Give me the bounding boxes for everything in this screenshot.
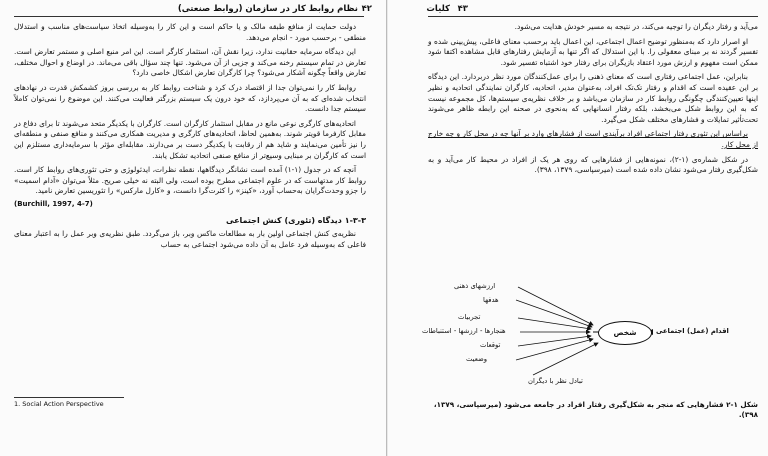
left-paragraph: این دیدگاه سرمایه حقانیت ندارد، زیرا نقش آن، استثمار کارگر است. این امر منبع اصلی و مستمر تعارض است. تعارض در تمام سیستم رخنه می‌کند و جزیی از آن می‌شود. تنها چند سؤال باقی می‌ماند. در اوضاع و احوال مختلف، تعارض واقعاً چگونه آشکار می‌شود؟ چرا کارگران تعارض اشکال خاصی دارد؟ bbox=[14, 47, 366, 78]
center-node-person: شخص bbox=[598, 321, 652, 345]
right-page bbox=[388, 0, 768, 456]
input-label-situation: وضعیت bbox=[466, 355, 488, 363]
section-heading: ۱-۳-۳ دیدگاه (تئوری) کنش اجتماعی bbox=[225, 215, 366, 225]
left-paragraph: روابط کار را نمی‌توان جدا از اقتصاد درک کرد و شناخت روابط کار به بررسی بروز کشمکش قدرت در نهادهای انتخاب شده‌ای که به آن می‌پردازد، که خود درون یک سیستم بزرگتر فعالیت می‌کنند. این موضوع را نمی‌توان کاملاً سیستم جدا دانست. bbox=[14, 82, 366, 114]
output-label: اقدام (عمل) اجتماعی bbox=[656, 327, 729, 335]
left-body-text bbox=[14, 22, 366, 254]
right-paragraph: می‌آید و رفتار دیگران را توجیه می‌کند، در نتیجه به مسیر خودش هدایت می‌شود. bbox=[514, 22, 758, 31]
citation: (Burchill, 1997, 4-7) bbox=[14, 199, 93, 208]
input-label-values: ارزشهای ذهنی bbox=[454, 282, 496, 290]
footnote: 1. Social Action Perspective bbox=[14, 400, 104, 408]
right-paragraph-underlined: براساس این تئوری رفتار اجتماعی افراد برآیندی است از فشارهای وارد بر آنها چه در محل کار و چه خارج از محل کار. bbox=[428, 129, 758, 149]
left-section-paragraph: نظریه‌ی کنش اجتماعی اولین بار به مطالعات ماکس وبر، باز می‌گردد. طبق نظریه‌ی وبر عمل را به اعتبار معنای فاعلی که به‌وسیله فرد عامل به آن داده می‌شود اجتماعی به حساب bbox=[14, 229, 366, 249]
arrow-expectations bbox=[518, 336, 591, 346]
arrow-situation bbox=[516, 339, 593, 360]
arrow-exchange bbox=[533, 343, 598, 375]
input-label-expectations: توقعات bbox=[480, 341, 501, 349]
right-paragraph: بنابراین، عمل اجتماعی رفتاری است که معنای ذهنی را برای عمل‌کنندگان مورد نظر دربردارد. این دیدگاه بر این عقیده است که اقدام و رفتار تک‌تک افراد، به‌عنوان مدیر، اتحادیه، کارگران نمایندگی اتحادیه و نظیر اینها تعیین‌کنندگی چگونگی روابط کار در سازمان می‌باشد و بر خلاف نظریه‌ی سیستم‌ها، کل مجموعه نیست که به این روابط شکل می‌بخشد، بلکه رفتار انسانهایی که به‌نحوی در صحنه این رابطه ظاهر می‌شوند تحت‌تأثیر تمایلات و فشارهای مختلف شکل می‌گیرد. bbox=[428, 72, 758, 124]
input-label-norms: هنجارها - ارزشها - استنباطات bbox=[422, 327, 506, 335]
arrow-experience bbox=[518, 318, 591, 329]
left-page-number: ۴۲ bbox=[361, 4, 372, 14]
left-header-rule bbox=[14, 16, 364, 17]
right-page-number: ۴۳ bbox=[457, 4, 468, 14]
arrow-goals bbox=[516, 300, 592, 327]
left-running-title: نظام روابط کار در سازمان (روابط صنعتی) bbox=[177, 4, 358, 14]
input-label-goals: هدفها bbox=[483, 296, 499, 304]
footnote-rule bbox=[14, 397, 124, 398]
figure-caption: شکل ۱-۲ فشارهایی که منجر به شکل‌گیری رفتار افراد در جامعه می‌شود (میرسپاسی، ۱۳۷۹، ۳۹۸). bbox=[433, 400, 758, 419]
right-paragraph: او اصرار دارد که به‌منظور توضیح اعمال اجتماعی، این اعمال باید برحسب معنای فاعلی، پیش‌بینی شده و تفسیر گردند نه بر مبنای معقولی را. با این استدلال که اگر تنها به آزمایش رفتارهای قابل مشاهده اکتفا شود ممکن است مفهوم و ارزش مورد اعتقاد بازیگران برای رفتار خود اشتباه تفسیر شود. bbox=[428, 36, 758, 67]
left-paragraph: اتحادیه‌های کارگری نوعی مانع در مقابل استثمار کارگران است. کارگران با یکدیگر متحد می‌شوند تا برای دفاع در مقابل کارفرما قویتر شوند. به‌همین لحاظ، اتحادیه‌های کارگری و مدیریت همکاری می‌کنند و منافع صنفی و منطقه‌ای را نیز تأمین می‌نمایند و شاید هم از رقابت با یکدیگر دست بر می‌دارند. مقابله‌ای مؤثر با سرمایه‌داری مستلزم این است که کارگران بر مبنایی وسیع‌تر از منافع صنفی اتحادیه تشکل یابند. bbox=[14, 118, 366, 160]
right-paragraph: در شکل شماره‌ی (۱-۲)، نمونه‌هایی از فشارهایی که روی هر یک از افراد در محیط کار می‌آید و به شکل‌گیری رفتار می‌شود نشان داده شده است (میرسپاسی، ۱۳۷۹، ۳۹۸). bbox=[428, 154, 758, 175]
left-paragraph: آنچه که در جدول (۱-۱) آمده است نشانگر دیدگاهها، نقطه نظرات، ایدئولوژی و حتی تئوری‌های روابط کار است. روابط کار مدتهاست که در علوم اجتماعی مطرح بوده است، ولی البته نه خیلی صریح. مثلاً می‌توان «آدام اسمیت» را جزو وحدت‌گرایان به‌حساب آورد، «کینز» را کثرت‌گرا دانست، و «کارل مارکس» را تئوریسین تعارض نامید. bbox=[14, 165, 366, 196]
left-paragraph: دولت حمایت از منافع طبقه مالک و یا حاکم است و این کار را به‌وسیله اتخاذ سیاست‌های مناسب و استدلال منطقی - برحسب مورد - انجام می‌دهد. bbox=[14, 22, 366, 42]
input-label-exchange: تبادل نظر با دیگران bbox=[528, 377, 583, 385]
input-label-experience: تجربیات bbox=[458, 313, 481, 321]
figure-arrows bbox=[388, 0, 768, 456]
right-running-title: کلیات bbox=[426, 4, 450, 14]
